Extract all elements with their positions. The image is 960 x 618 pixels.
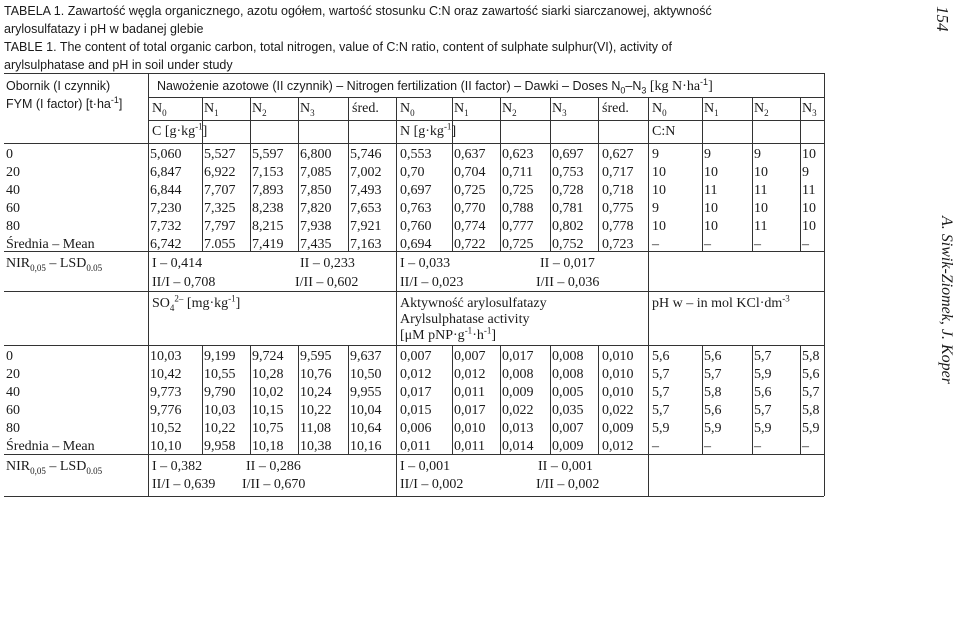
table-cell: 7,435	[300, 237, 332, 252]
table-cell: 0,728	[552, 183, 584, 198]
table-cell: 0,725	[502, 237, 534, 252]
column-header: $N_2$	[252, 101, 267, 118]
col-divider-data-b	[298, 345, 299, 454]
table-cell: 10	[802, 147, 816, 162]
table-cell: 7,797	[204, 219, 236, 234]
table-cell: 0,008	[502, 367, 534, 382]
col-divider-label	[148, 73, 149, 496]
column-header: $N_2$	[502, 101, 517, 118]
col-divider-data-a	[702, 97, 703, 251]
table-cell: 0,017	[400, 385, 432, 400]
table-cell: 10,76	[300, 367, 332, 382]
col-divider-data-b	[598, 345, 599, 454]
table-cell: 0,623	[502, 147, 534, 162]
table-cell: 5,746	[350, 147, 382, 162]
table-cell: –	[704, 439, 711, 454]
row-label: 80	[6, 421, 20, 436]
row-label: 60	[6, 201, 20, 216]
table-cell: 0,035	[552, 403, 584, 418]
header-n-unit: N $[g\cdot kg^{-1}]$	[400, 121, 457, 139]
column-header: $N_1$	[454, 101, 469, 118]
lsd-b-a2b: I/II – 0,002	[536, 477, 600, 492]
table-cell: 5,597	[252, 147, 284, 162]
table-cell: –	[652, 237, 659, 252]
table-cell: 0,723	[602, 237, 634, 252]
table-cell: 6,922	[204, 165, 236, 180]
lsd-b-s2a: II/I – 0,639	[152, 477, 216, 492]
table-cell: 5,7	[754, 403, 772, 418]
table-cell: 5,527	[204, 147, 236, 162]
table-cell: 6,844	[150, 183, 182, 198]
table-cell: 10	[704, 201, 718, 216]
table-cell: 5,6	[704, 349, 722, 364]
table-cell: 10,38	[300, 439, 332, 454]
table-cell: 10	[704, 219, 718, 234]
lsd-b-a1b: II – 0,001	[538, 459, 593, 474]
table-cell: 0,802	[552, 219, 584, 234]
table-bottom-rule	[4, 496, 824, 497]
column-header: $N_3$	[300, 101, 315, 118]
table-cell: 11	[754, 219, 768, 234]
table-cell: 7,085	[300, 165, 332, 180]
table-cell: 9,595	[300, 349, 332, 364]
table-cell: 10,03	[204, 403, 236, 418]
col-divider-data-b	[500, 345, 501, 454]
col-divider-data-b	[702, 345, 703, 454]
table-cell: 7.055	[204, 237, 236, 252]
table-cell: 5,9	[802, 421, 820, 436]
table-cell: 9,773	[150, 385, 182, 400]
header-ph: pH w – in mol $KCl\cdot dm^{-3}$	[652, 293, 790, 311]
column-header: $N_3$	[802, 101, 817, 118]
header-rule-3	[4, 143, 824, 144]
table-cell: 5,7	[652, 403, 670, 418]
table-cell: 0,015	[400, 403, 432, 418]
table-cell: 7,938	[300, 219, 332, 234]
table-cell: 8,238	[252, 201, 284, 216]
col-divider-data-a	[202, 97, 203, 251]
table-cell: 0,017	[502, 349, 534, 364]
col-divider-data-a	[298, 97, 299, 251]
header-fym-pl: Obornik (I czynnik)	[6, 79, 111, 93]
table-cell: 7,419	[252, 237, 284, 252]
lsd-a-label: $NIR_{0,05} - LSD_{0.05}$	[6, 256, 103, 273]
table-cell: –	[802, 237, 809, 252]
subheader-b-top-rule	[4, 291, 824, 292]
running-head-authors: A. Siwik-Ziomek, J. Koper	[938, 216, 955, 384]
table-cell: 10,04	[350, 403, 382, 418]
table-cell: 0,781	[552, 201, 584, 216]
table-cell: 9	[652, 201, 659, 216]
row-label: 80	[6, 219, 20, 234]
table-cell: 0,725	[454, 183, 486, 198]
column-header: $N_1$	[704, 101, 719, 118]
lsd-a-c1a: I – 0,414	[152, 256, 203, 271]
column-header: $N_0$	[652, 101, 667, 118]
table-cell: 0,011	[400, 439, 431, 454]
header-aryl-unit: [μM $pNP\cdot g^{-1}\cdot h^{-1}$]	[400, 325, 497, 343]
col-divider-data-a	[250, 97, 251, 251]
table-cell: 10	[802, 219, 816, 234]
column-header: $N_0$	[152, 101, 167, 118]
col-divider-data-b	[800, 345, 801, 454]
table-cell: 0,637	[454, 147, 486, 162]
table-cell: 0,704	[454, 165, 486, 180]
table-cell: 0,007	[552, 421, 584, 436]
table-cell: 0,694	[400, 237, 432, 252]
col-divider-data-b	[202, 345, 203, 454]
table-cell: 8,215	[252, 219, 284, 234]
table-cell: 11	[802, 183, 816, 198]
col-divider-data-b	[550, 345, 551, 454]
lsd-a-n2b: I/II – 0,036	[536, 275, 600, 290]
table-cell: 10,22	[300, 403, 332, 418]
row-label: 0	[6, 147, 13, 162]
table-cell: 0,627	[602, 147, 634, 162]
table-cell: 0,012	[400, 367, 432, 382]
table-cell: 0,753	[552, 165, 584, 180]
table-cell: 0,774	[454, 219, 486, 234]
lsd-a-c1b: II – 0,233	[300, 256, 355, 271]
table-cell: 0,008	[552, 349, 584, 364]
table-cell: 7,230	[150, 201, 182, 216]
table-cell: 5,6	[754, 385, 772, 400]
header-so4: $SO_4^{2-}$ $[mg\cdot kg^{-1}]$	[152, 293, 241, 313]
table-cell: 5,6	[802, 367, 820, 382]
lsd-b-s2b: I/II – 0,670	[242, 477, 306, 492]
col-divider-data-a	[800, 97, 801, 251]
table-cell: 10	[652, 219, 666, 234]
table-cell: 9	[754, 147, 761, 162]
table-cell: 0,010	[454, 421, 486, 436]
table-cell: –	[652, 439, 659, 454]
table-cell: 10,15	[252, 403, 284, 418]
table-cell: 0,006	[400, 421, 432, 436]
table-cell: 0,017	[454, 403, 486, 418]
lsd-a-n2a: II/I – 0,023	[400, 275, 464, 290]
table-cell: 0,70	[400, 165, 425, 180]
table-cell: –	[704, 237, 711, 252]
table-cell: 11	[754, 183, 768, 198]
column-header: $N_0$	[400, 101, 415, 118]
table-cell: 5,8	[802, 349, 820, 364]
table-cell: 10,28	[252, 367, 284, 382]
table-cell: 7,653	[350, 201, 382, 216]
col-divider-c	[396, 97, 397, 496]
table-cell: 0,697	[552, 147, 584, 162]
caption-pl-line2: arylosulfatazy i pH w badanej glebie	[4, 22, 204, 36]
table-cell: 9,958	[204, 439, 236, 454]
page-number: 154	[933, 6, 952, 32]
table-cell: 0,775	[602, 201, 634, 216]
header-fert: Nawożenie azotowe (II czynnik) – Nitrogen fertilization (II factor) – Dawki – Doses $N_0-N_3$ [kg $N\cdot ha^{-1}$]	[157, 76, 713, 96]
table-cell: 6,800	[300, 147, 332, 162]
table-cell: 0,697	[400, 183, 432, 198]
table-cell: 0,777	[502, 219, 534, 234]
table-cell: 10	[754, 201, 768, 216]
table-cell: 9,955	[350, 385, 382, 400]
table-cell: 0,760	[400, 219, 432, 234]
table-cell: 7,893	[252, 183, 284, 198]
table-cell: –	[754, 439, 761, 454]
table-cell: 10	[652, 183, 666, 198]
header-aryl-en: Arylsulphatase activity	[400, 312, 530, 327]
table-cell: 7,153	[252, 165, 284, 180]
table-cell: 0,717	[602, 165, 634, 180]
table-cell: –	[754, 237, 761, 252]
row-label: 20	[6, 165, 20, 180]
table-cell: 5,8	[704, 385, 722, 400]
table-cell: 5,6	[652, 349, 670, 364]
table-cell: 9	[652, 147, 659, 162]
table-cell: 5,7	[652, 367, 670, 382]
table-cell: 10,50	[350, 367, 382, 382]
table-cell: 5,7	[704, 367, 722, 382]
caption-pl-line1: TABELA 1. Zawartość węgla organicznego, azotu ogółem, wartość stosunku C:N oraz zawartość siarki siarczanowej, aktywność	[4, 4, 712, 18]
table-cell: 10,02	[252, 385, 284, 400]
table-cell: 9,637	[350, 349, 382, 364]
col-divider-data-a	[500, 97, 501, 251]
table-cell: 0,009	[502, 385, 534, 400]
table-cell: 10,18	[252, 439, 284, 454]
caption-en-line1: TABLE 1. The content of total organic carbon, total nitrogen, value of C:N ratio, content of sulphate sulphur(VI), activity of	[4, 40, 672, 54]
row-label: Średnia – Mean	[6, 439, 95, 454]
column-header: $N_2$	[754, 101, 769, 118]
table-cell: 10,75	[252, 421, 284, 436]
table-cell: 0,770	[454, 201, 486, 216]
table-cell: 0,013	[502, 421, 534, 436]
col-divider-data-a	[550, 97, 551, 251]
table-cell: 10,24	[300, 385, 332, 400]
table-cell: 9,776	[150, 403, 182, 418]
table-cell: 7,732	[150, 219, 182, 234]
lsd-b-s1a: I – 0,382	[152, 459, 203, 474]
table-cell: 0,014	[502, 439, 534, 454]
table-cell: 0,005	[552, 385, 584, 400]
table-cell: 0,022	[502, 403, 534, 418]
table-cell: 0,553	[400, 147, 432, 162]
lsd-a-n1b: II – 0,017	[540, 256, 595, 271]
table-cell: 0,010	[602, 349, 634, 364]
lsd-a-n1a: I – 0,033	[400, 256, 451, 271]
table-cell: 5,6	[704, 403, 722, 418]
col-divider-data-b	[752, 345, 753, 454]
table-cell: 7,163	[350, 237, 382, 252]
row-label: 20	[6, 367, 20, 382]
row-label: 40	[6, 183, 20, 198]
table-cell: 0,722	[454, 237, 486, 252]
table-cell: 0,011	[454, 439, 485, 454]
table-cell: 10	[704, 165, 718, 180]
table-cell: 0,012	[454, 367, 486, 382]
table-cell: 9,790	[204, 385, 236, 400]
table-cell: 0,763	[400, 201, 432, 216]
lsd-a-c2b: I/II – 0,602	[295, 275, 359, 290]
lsd-b-top-rule	[4, 454, 824, 455]
table-cell: 10,55	[204, 367, 236, 382]
table-cell: 0,007	[454, 349, 486, 364]
column-header: śred.	[352, 101, 379, 116]
table-cell: 7,707	[204, 183, 236, 198]
table-cell: 5,9	[704, 421, 722, 436]
table-cell: 11	[704, 183, 718, 198]
table-cell: 10	[652, 165, 666, 180]
table-cell: 5,060	[150, 147, 182, 162]
col-divider-data-a	[752, 97, 753, 251]
table-cell: –	[802, 439, 809, 454]
table-cell: 10,22	[204, 421, 236, 436]
table-top-rule	[4, 73, 824, 74]
row-label: 0	[6, 349, 13, 364]
header-c-unit: C $[g\cdot kg^{-1}]$	[152, 121, 208, 139]
table-cell: 7,921	[350, 219, 382, 234]
header-fym-en: FYM (I factor) $[t\cdot ha^{-1}]$	[6, 94, 123, 111]
table-cell: 0,008	[552, 367, 584, 382]
table-cell: 7,325	[204, 201, 236, 216]
column-header: śred.	[602, 101, 629, 116]
table-cell: 6,847	[150, 165, 182, 180]
col-divider-data-a	[598, 97, 599, 251]
col-divider-data-b	[250, 345, 251, 454]
table-cell: 0,752	[552, 237, 584, 252]
table-cell: 10	[802, 201, 816, 216]
table-cell: 10,42	[150, 367, 182, 382]
table-cell: 7,493	[350, 183, 382, 198]
table-cell: 5,7	[652, 385, 670, 400]
table-cell: 0,009	[602, 421, 634, 436]
lsd-a-c2a: II/I – 0,708	[152, 275, 216, 290]
table-cell: 0,725	[502, 183, 534, 198]
table-cell: 11,08	[300, 421, 331, 436]
table-cell: 0,007	[400, 349, 432, 364]
column-header: $N_1$	[204, 101, 219, 118]
table-cell: 5,8	[802, 403, 820, 418]
lsd-b-label: $NIR_{0,05} - LSD_{0.05}$	[6, 459, 103, 476]
table-cell: 10,10	[150, 439, 182, 454]
table-cell: 0,778	[602, 219, 634, 234]
caption-en-line2: arylsulphatase and pH in soil under study	[4, 58, 233, 72]
table-right-edge	[824, 73, 825, 496]
col-divider-n	[648, 97, 649, 496]
col-divider-data-b	[452, 345, 453, 454]
column-header: $N_3$	[552, 101, 567, 118]
table-cell: 0,009	[552, 439, 584, 454]
row-label: 60	[6, 403, 20, 418]
table-cell: 9	[704, 147, 711, 162]
table-cell: 6,742	[150, 237, 182, 252]
table-cell: 9	[802, 165, 809, 180]
table-cell: 0,010	[602, 385, 634, 400]
table-cell: 5,9	[754, 421, 772, 436]
col-divider-data-b	[348, 345, 349, 454]
table-cell: 10,03	[150, 349, 182, 364]
table-cell: 10,64	[350, 421, 382, 436]
table-cell: 5,7	[754, 349, 772, 364]
table-cell: 0,022	[602, 403, 634, 418]
col-divider-data-a	[348, 97, 349, 251]
table-cell: 9,199	[204, 349, 236, 364]
header-aryl-pl: Aktywność arylosulfatazy	[400, 296, 547, 311]
row-label: Średnia – Mean	[6, 237, 95, 252]
table-cell: 0,010	[602, 367, 634, 382]
table-cell: 5,9	[754, 367, 772, 382]
table-cell: 0,718	[602, 183, 634, 198]
table-cell: 9,724	[252, 349, 284, 364]
col-divider-data-a	[452, 97, 453, 251]
table-cell: 0,711	[502, 165, 533, 180]
table-cell: 5,9	[652, 421, 670, 436]
lsd-b-a1a: I – 0,001	[400, 459, 451, 474]
table-cell: 7,002	[350, 165, 382, 180]
table-cell: 10,52	[150, 421, 182, 436]
lsd-b-a2a: II/I – 0,002	[400, 477, 464, 492]
lsd-b-s1b: II – 0,286	[246, 459, 301, 474]
table-cell: 10,16	[350, 439, 382, 454]
header-cn: C:N	[652, 124, 676, 139]
table-cell: 0,788	[502, 201, 534, 216]
table-cell: 0,011	[454, 385, 485, 400]
table-cell: 7,820	[300, 201, 332, 216]
subheader-b-bottom-rule	[4, 345, 824, 346]
table-cell: 10	[754, 165, 768, 180]
table-cell: 7,850	[300, 183, 332, 198]
table-cell: 0,012	[602, 439, 634, 454]
row-label: 40	[6, 385, 20, 400]
table-cell: 5,7	[802, 385, 820, 400]
